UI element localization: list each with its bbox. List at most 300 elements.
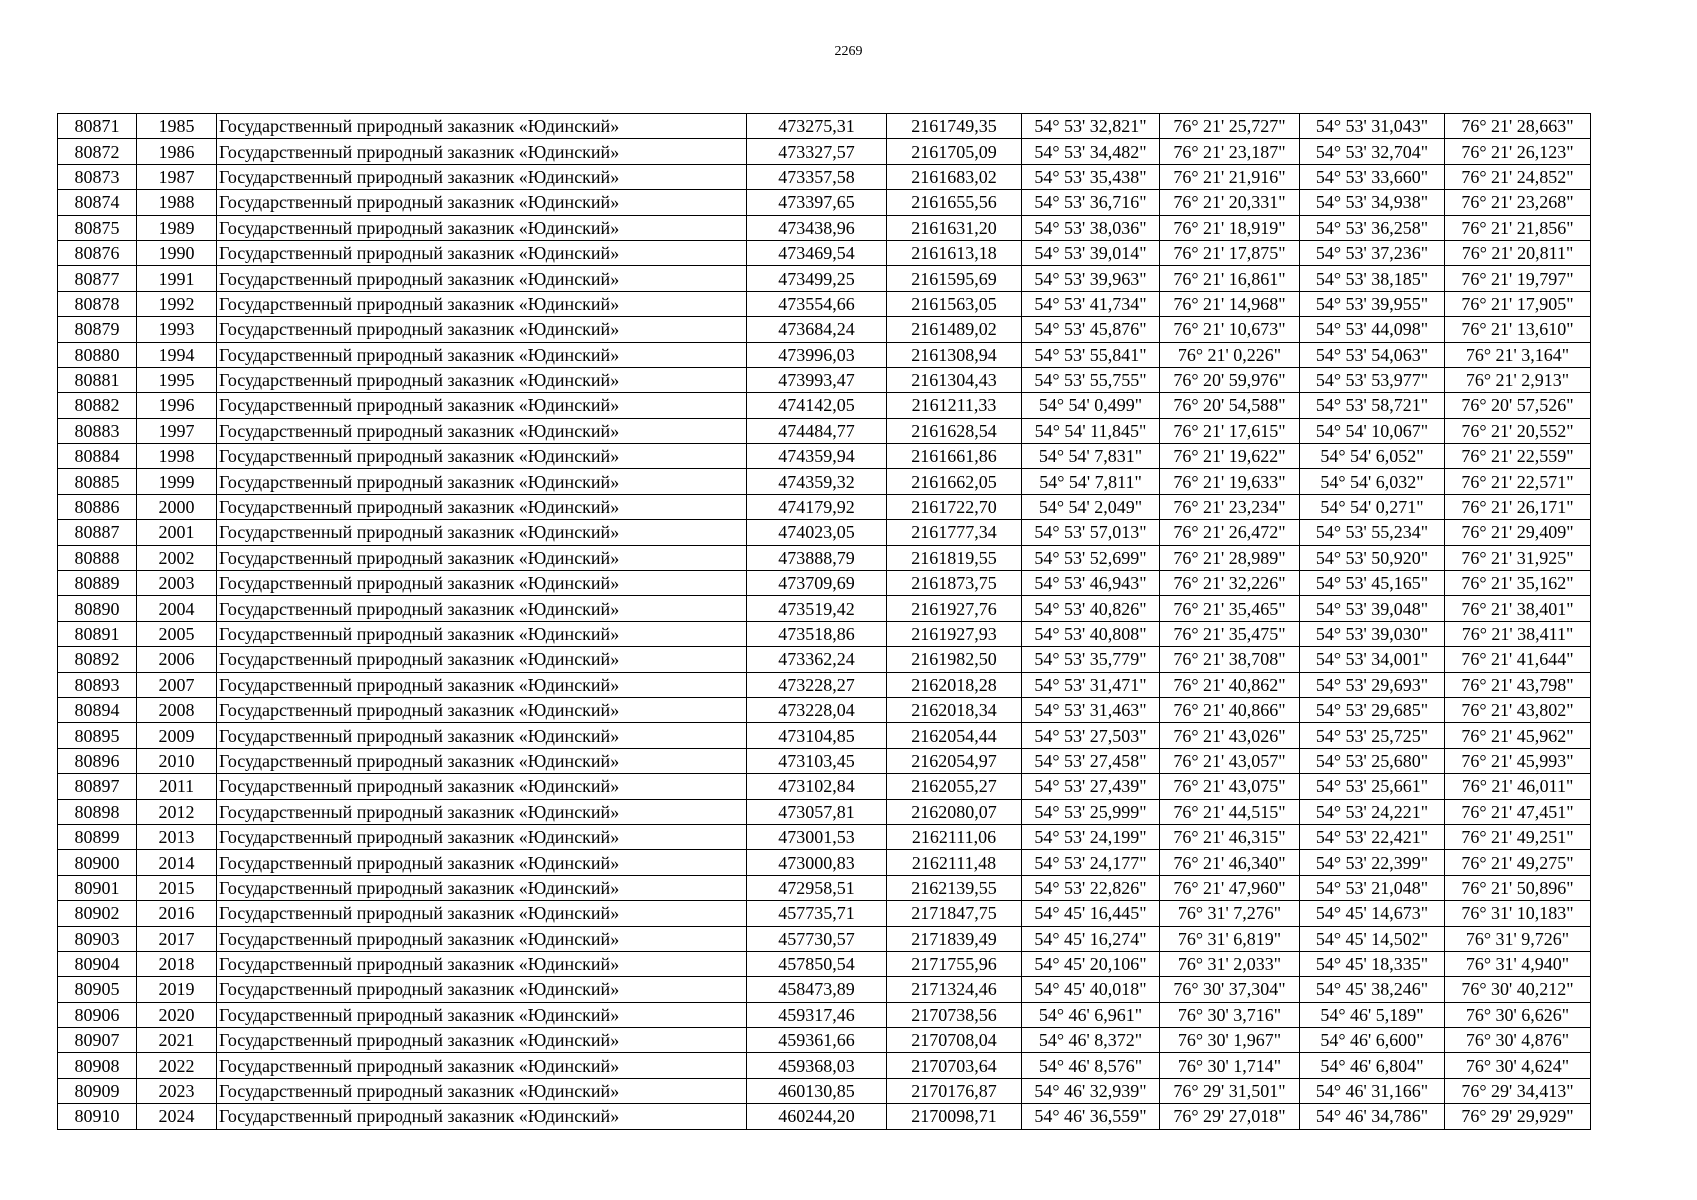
row-number-cell: 80877 [58, 266, 137, 291]
y-coordinate-cell: 2162111,48 [887, 850, 1022, 875]
longitude-1-cell: 76° 21' 44,515" [1160, 799, 1300, 824]
point-number-cell: 2015 [137, 875, 217, 900]
table-body [58, 114, 1591, 1130]
longitude-1-cell: 76° 21' 17,875" [1160, 240, 1300, 265]
longitude-2-cell: 76° 21' 28,663" [1445, 114, 1591, 139]
latitude-1-cell: 54° 53' 34,482" [1022, 139, 1160, 164]
latitude-1-cell: 54° 53' 40,808" [1022, 621, 1160, 646]
longitude-1-cell: 76° 21' 43,026" [1160, 723, 1300, 748]
row-number-cell: 80902 [58, 901, 137, 926]
longitude-1-cell: 76° 21' 40,862" [1160, 672, 1300, 697]
longitude-2-cell: 76° 21' 49,251" [1445, 824, 1591, 849]
y-coordinate-cell: 2170703,64 [887, 1053, 1022, 1078]
table-row [58, 190, 1591, 215]
latitude-2-cell: 54° 46' 34,786" [1300, 1104, 1445, 1129]
y-coordinate-cell: 2161927,93 [887, 621, 1022, 646]
longitude-2-cell: 76° 21' 31,925" [1445, 545, 1591, 570]
x-coordinate-cell: 460130,85 [747, 1078, 887, 1103]
latitude-1-cell: 54° 53' 27,503" [1022, 723, 1160, 748]
longitude-1-cell: 76° 21' 20,331" [1160, 190, 1300, 215]
longitude-2-cell: 76° 21' 35,162" [1445, 571, 1591, 596]
longitude-2-cell: 76° 21' 20,552" [1445, 418, 1591, 443]
point-number-cell: 2009 [137, 723, 217, 748]
point-number-cell: 2003 [137, 571, 217, 596]
latitude-2-cell: 54° 53' 39,955" [1300, 291, 1445, 316]
x-coordinate-cell: 473888,79 [747, 545, 887, 570]
latitude-1-cell: 54° 53' 27,439" [1022, 774, 1160, 799]
table-row [58, 596, 1591, 621]
row-number-cell: 80903 [58, 926, 137, 951]
latitude-2-cell: 54° 53' 25,680" [1300, 748, 1445, 773]
row-number-cell: 80881 [58, 367, 137, 392]
row-number-cell: 80885 [58, 469, 137, 494]
longitude-2-cell: 76° 21' 20,811" [1445, 240, 1591, 265]
name-cell: Государственный природный заказник «Юдинский» [217, 571, 747, 596]
name-cell: Государственный природный заказник «Юдинский» [217, 672, 747, 697]
name-cell: Государственный природный заказник «Юдинский» [217, 520, 747, 545]
latitude-2-cell: 54° 45' 14,502" [1300, 926, 1445, 951]
x-coordinate-cell: 473104,85 [747, 723, 887, 748]
y-coordinate-cell: 2161628,54 [887, 418, 1022, 443]
table-row [58, 494, 1591, 519]
latitude-1-cell: 54° 54' 11,845" [1022, 418, 1160, 443]
y-coordinate-cell: 2161873,75 [887, 571, 1022, 596]
longitude-2-cell: 76° 30' 4,876" [1445, 1028, 1591, 1053]
longitude-1-cell: 76° 21' 17,615" [1160, 418, 1300, 443]
longitude-2-cell: 76° 21' 49,275" [1445, 850, 1591, 875]
name-cell: Государственный природный заказник «Юдинский» [217, 697, 747, 722]
x-coordinate-cell: 474359,32 [747, 469, 887, 494]
name-cell: Государственный природный заказник «Юдинский» [217, 824, 747, 849]
row-number-cell: 80890 [58, 596, 137, 621]
y-coordinate-cell: 2161304,43 [887, 367, 1022, 392]
point-number-cell: 1990 [137, 240, 217, 265]
latitude-1-cell: 54° 45' 40,018" [1022, 977, 1160, 1002]
longitude-1-cell: 76° 29' 27,018" [1160, 1104, 1300, 1129]
latitude-2-cell: 54° 53' 24,221" [1300, 799, 1445, 824]
x-coordinate-cell: 459361,66 [747, 1028, 887, 1053]
latitude-1-cell: 54° 53' 32,821" [1022, 114, 1160, 139]
name-cell: Государственный природный заказник «Юдинский» [217, 647, 747, 672]
longitude-1-cell: 76° 21' 14,968" [1160, 291, 1300, 316]
table-row [58, 520, 1591, 545]
point-number-cell: 2021 [137, 1028, 217, 1053]
latitude-2-cell: 54° 45' 14,673" [1300, 901, 1445, 926]
latitude-2-cell: 54° 46' 5,189" [1300, 1002, 1445, 1027]
name-cell: Государственный природный заказник «Юдинский» [217, 1053, 747, 1078]
table-row [58, 977, 1591, 1002]
x-coordinate-cell: 473438,96 [747, 215, 887, 240]
point-number-cell: 2000 [137, 494, 217, 519]
name-cell: Государственный природный заказник «Юдинский» [217, 799, 747, 824]
table-row [58, 317, 1591, 342]
x-coordinate-cell: 473518,86 [747, 621, 887, 646]
name-cell: Государственный природный заказник «Юдинский» [217, 723, 747, 748]
point-number-cell: 2011 [137, 774, 217, 799]
y-coordinate-cell: 2161211,33 [887, 393, 1022, 418]
longitude-2-cell: 76° 29' 34,413" [1445, 1078, 1591, 1103]
longitude-2-cell: 76° 21' 17,905" [1445, 291, 1591, 316]
point-number-cell: 1996 [137, 393, 217, 418]
latitude-2-cell: 54° 46' 6,804" [1300, 1053, 1445, 1078]
table-row [58, 1002, 1591, 1027]
x-coordinate-cell: 474359,94 [747, 444, 887, 469]
latitude-2-cell: 54° 53' 38,185" [1300, 266, 1445, 291]
x-coordinate-cell: 473057,81 [747, 799, 887, 824]
longitude-2-cell: 76° 30' 6,626" [1445, 1002, 1591, 1027]
latitude-1-cell: 54° 53' 27,458" [1022, 748, 1160, 773]
x-coordinate-cell: 473103,45 [747, 748, 887, 773]
latitude-1-cell: 54° 46' 6,961" [1022, 1002, 1160, 1027]
latitude-2-cell: 54° 53' 29,685" [1300, 697, 1445, 722]
point-number-cell: 2023 [137, 1078, 217, 1103]
longitude-2-cell: 76° 21' 19,797" [1445, 266, 1591, 291]
name-cell: Государственный природный заказник «Юдинский» [217, 190, 747, 215]
latitude-1-cell: 54° 45' 20,106" [1022, 951, 1160, 976]
row-number-cell: 80909 [58, 1078, 137, 1103]
latitude-1-cell: 54° 54' 0,499" [1022, 393, 1160, 418]
longitude-2-cell: 76° 21' 13,610" [1445, 317, 1591, 342]
x-coordinate-cell: 473228,04 [747, 697, 887, 722]
longitude-1-cell: 76° 21' 25,727" [1160, 114, 1300, 139]
y-coordinate-cell: 2171847,75 [887, 901, 1022, 926]
latitude-1-cell: 54° 53' 24,199" [1022, 824, 1160, 849]
latitude-2-cell: 54° 53' 34,938" [1300, 190, 1445, 215]
latitude-2-cell: 54° 53' 22,421" [1300, 824, 1445, 849]
latitude-1-cell: 54° 53' 35,779" [1022, 647, 1160, 672]
name-cell: Государственный природный заказник «Юдинский» [217, 317, 747, 342]
point-number-cell: 2012 [137, 799, 217, 824]
y-coordinate-cell: 2171324,46 [887, 977, 1022, 1002]
y-coordinate-cell: 2161777,34 [887, 520, 1022, 545]
table-row [58, 114, 1591, 139]
longitude-1-cell: 76° 30' 1,967" [1160, 1028, 1300, 1053]
latitude-2-cell: 54° 53' 29,693" [1300, 672, 1445, 697]
longitude-1-cell: 76° 20' 59,976" [1160, 367, 1300, 392]
table-row [58, 444, 1591, 469]
x-coordinate-cell: 459317,46 [747, 1002, 887, 1027]
row-number-cell: 80888 [58, 545, 137, 570]
latitude-1-cell: 54° 53' 45,876" [1022, 317, 1160, 342]
name-cell: Государственный природный заказник «Юдинский» [217, 342, 747, 367]
x-coordinate-cell: 474179,92 [747, 494, 887, 519]
table-row [58, 1104, 1591, 1129]
row-number-cell: 80882 [58, 393, 137, 418]
point-number-cell: 1994 [137, 342, 217, 367]
latitude-2-cell: 54° 54' 6,032" [1300, 469, 1445, 494]
y-coordinate-cell: 2170176,87 [887, 1078, 1022, 1103]
longitude-1-cell: 76° 21' 16,861" [1160, 266, 1300, 291]
x-coordinate-cell: 473275,31 [747, 114, 887, 139]
longitude-2-cell: 76° 21' 45,962" [1445, 723, 1591, 748]
latitude-2-cell: 54° 54' 0,271" [1300, 494, 1445, 519]
y-coordinate-cell: 2171839,49 [887, 926, 1022, 951]
x-coordinate-cell: 473001,53 [747, 824, 887, 849]
latitude-2-cell: 54° 46' 31,166" [1300, 1078, 1445, 1103]
x-coordinate-cell: 474142,05 [747, 393, 887, 418]
point-number-cell: 1998 [137, 444, 217, 469]
row-number-cell: 80879 [58, 317, 137, 342]
point-number-cell: 2022 [137, 1053, 217, 1078]
latitude-2-cell: 54° 53' 58,721" [1300, 393, 1445, 418]
latitude-1-cell: 54° 54' 2,049" [1022, 494, 1160, 519]
longitude-1-cell: 76° 20' 54,588" [1160, 393, 1300, 418]
longitude-1-cell: 76° 31' 2,033" [1160, 951, 1300, 976]
name-cell: Государственный природный заказник «Юдинский» [217, 139, 747, 164]
latitude-2-cell: 54° 53' 54,063" [1300, 342, 1445, 367]
latitude-1-cell: 54° 53' 41,734" [1022, 291, 1160, 316]
table-row [58, 418, 1591, 443]
row-number-cell: 80874 [58, 190, 137, 215]
longitude-1-cell: 76° 21' 46,315" [1160, 824, 1300, 849]
longitude-2-cell: 76° 21' 46,011" [1445, 774, 1591, 799]
y-coordinate-cell: 2161722,70 [887, 494, 1022, 519]
longitude-1-cell: 76° 30' 1,714" [1160, 1053, 1300, 1078]
point-number-cell: 1988 [137, 190, 217, 215]
name-cell: Государственный природный заказник «Юдинский» [217, 418, 747, 443]
table-row [58, 621, 1591, 646]
longitude-2-cell: 76° 29' 29,929" [1445, 1104, 1591, 1129]
y-coordinate-cell: 2161489,02 [887, 317, 1022, 342]
table-row [58, 875, 1591, 900]
y-coordinate-cell: 2161749,35 [887, 114, 1022, 139]
x-coordinate-cell: 473357,58 [747, 164, 887, 189]
row-number-cell: 80905 [58, 977, 137, 1002]
point-number-cell: 2006 [137, 647, 217, 672]
row-number-cell: 80904 [58, 951, 137, 976]
x-coordinate-cell: 472958,51 [747, 875, 887, 900]
name-cell: Государственный природный заказник «Юдинский» [217, 951, 747, 976]
table-row [58, 926, 1591, 951]
longitude-2-cell: 76° 31' 10,183" [1445, 901, 1591, 926]
point-number-cell: 1989 [137, 215, 217, 240]
latitude-2-cell: 54° 45' 18,335" [1300, 951, 1445, 976]
latitude-2-cell: 54° 53' 36,258" [1300, 215, 1445, 240]
row-number-cell: 80884 [58, 444, 137, 469]
latitude-2-cell: 54° 53' 39,048" [1300, 596, 1445, 621]
y-coordinate-cell: 2162080,07 [887, 799, 1022, 824]
longitude-1-cell: 76° 21' 0,226" [1160, 342, 1300, 367]
latitude-1-cell: 54° 46' 8,576" [1022, 1053, 1160, 1078]
latitude-2-cell: 54° 53' 50,920" [1300, 545, 1445, 570]
table-row [58, 367, 1591, 392]
row-number-cell: 80897 [58, 774, 137, 799]
row-number-cell: 80894 [58, 697, 137, 722]
longitude-2-cell: 76° 21' 22,559" [1445, 444, 1591, 469]
name-cell: Государственный природный заказник «Юдинский» [217, 444, 747, 469]
table-row [58, 1078, 1591, 1103]
longitude-2-cell: 76° 21' 41,644" [1445, 647, 1591, 672]
longitude-1-cell: 76° 21' 18,919" [1160, 215, 1300, 240]
latitude-1-cell: 54° 53' 25,999" [1022, 799, 1160, 824]
row-number-cell: 80906 [58, 1002, 137, 1027]
latitude-2-cell: 54° 54' 6,052" [1300, 444, 1445, 469]
longitude-2-cell: 76° 21' 2,913" [1445, 367, 1591, 392]
table-row [58, 799, 1591, 824]
latitude-2-cell: 54° 54' 10,067" [1300, 418, 1445, 443]
table-row [58, 571, 1591, 596]
x-coordinate-cell: 473684,24 [747, 317, 887, 342]
point-number-cell: 1992 [137, 291, 217, 316]
latitude-2-cell: 54° 53' 25,725" [1300, 723, 1445, 748]
longitude-1-cell: 76° 21' 23,187" [1160, 139, 1300, 164]
name-cell: Государственный природный заказник «Юдинский» [217, 367, 747, 392]
y-coordinate-cell: 2161655,56 [887, 190, 1022, 215]
latitude-1-cell: 54° 53' 22,826" [1022, 875, 1160, 900]
longitude-1-cell: 76° 21' 23,234" [1160, 494, 1300, 519]
table-row [58, 1028, 1591, 1053]
row-number-cell: 80901 [58, 875, 137, 900]
x-coordinate-cell: 457730,57 [747, 926, 887, 951]
point-number-cell: 2020 [137, 1002, 217, 1027]
row-number-cell: 80871 [58, 114, 137, 139]
x-coordinate-cell: 473996,03 [747, 342, 887, 367]
name-cell: Государственный природный заказник «Юдинский» [217, 1028, 747, 1053]
latitude-2-cell: 54° 53' 21,048" [1300, 875, 1445, 900]
x-coordinate-cell: 457735,71 [747, 901, 887, 926]
latitude-1-cell: 54° 53' 55,755" [1022, 367, 1160, 392]
longitude-1-cell: 76° 31' 6,819" [1160, 926, 1300, 951]
y-coordinate-cell: 2161631,20 [887, 215, 1022, 240]
table-row [58, 291, 1591, 316]
longitude-1-cell: 76° 31' 7,276" [1160, 901, 1300, 926]
longitude-1-cell: 76° 21' 35,465" [1160, 596, 1300, 621]
longitude-2-cell: 76° 20' 57,526" [1445, 393, 1591, 418]
longitude-1-cell: 76° 21' 40,866" [1160, 697, 1300, 722]
table-row [58, 215, 1591, 240]
longitude-1-cell: 76° 21' 43,075" [1160, 774, 1300, 799]
x-coordinate-cell: 473519,42 [747, 596, 887, 621]
longitude-1-cell: 76° 21' 38,708" [1160, 647, 1300, 672]
x-coordinate-cell: 460244,20 [747, 1104, 887, 1129]
table-row [58, 393, 1591, 418]
latitude-1-cell: 54° 53' 31,471" [1022, 672, 1160, 697]
y-coordinate-cell: 2162018,34 [887, 697, 1022, 722]
longitude-2-cell: 76° 21' 29,409" [1445, 520, 1591, 545]
y-coordinate-cell: 2161595,69 [887, 266, 1022, 291]
table-row [58, 1053, 1591, 1078]
x-coordinate-cell: 473554,66 [747, 291, 887, 316]
longitude-2-cell: 76° 21' 3,164" [1445, 342, 1591, 367]
table-row [58, 951, 1591, 976]
table-row [58, 824, 1591, 849]
x-coordinate-cell: 473228,27 [747, 672, 887, 697]
row-number-cell: 80880 [58, 342, 137, 367]
latitude-2-cell: 54° 53' 44,098" [1300, 317, 1445, 342]
point-number-cell: 2018 [137, 951, 217, 976]
point-number-cell: 2008 [137, 697, 217, 722]
point-number-cell: 2007 [137, 672, 217, 697]
point-number-cell: 2019 [137, 977, 217, 1002]
x-coordinate-cell: 473362,24 [747, 647, 887, 672]
table-row [58, 164, 1591, 189]
x-coordinate-cell: 457850,54 [747, 951, 887, 976]
y-coordinate-cell: 2161819,55 [887, 545, 1022, 570]
x-coordinate-cell: 473499,25 [747, 266, 887, 291]
x-coordinate-cell: 473000,83 [747, 850, 887, 875]
x-coordinate-cell: 473397,65 [747, 190, 887, 215]
table-row [58, 697, 1591, 722]
row-number-cell: 80891 [58, 621, 137, 646]
name-cell: Государственный природный заказник «Юдинский» [217, 596, 747, 621]
x-coordinate-cell: 473469,54 [747, 240, 887, 265]
latitude-2-cell: 54° 46' 6,600" [1300, 1028, 1445, 1053]
longitude-2-cell: 76° 21' 24,852" [1445, 164, 1591, 189]
row-number-cell: 80907 [58, 1028, 137, 1053]
latitude-1-cell: 54° 53' 55,841" [1022, 342, 1160, 367]
table-row [58, 850, 1591, 875]
row-number-cell: 80889 [58, 571, 137, 596]
x-coordinate-cell: 474484,77 [747, 418, 887, 443]
name-cell: Государственный природный заказник «Юдинский» [217, 875, 747, 900]
point-number-cell: 1987 [137, 164, 217, 189]
latitude-1-cell: 54° 53' 24,177" [1022, 850, 1160, 875]
longitude-2-cell: 76° 21' 38,401" [1445, 596, 1591, 621]
page-number: 2269 [834, 44, 863, 59]
y-coordinate-cell: 2161705,09 [887, 139, 1022, 164]
longitude-1-cell: 76° 21' 46,340" [1160, 850, 1300, 875]
row-number-cell: 80896 [58, 748, 137, 773]
row-number-cell: 80899 [58, 824, 137, 849]
y-coordinate-cell: 2162054,97 [887, 748, 1022, 773]
latitude-1-cell: 54° 54' 7,811" [1022, 469, 1160, 494]
point-number-cell: 1991 [137, 266, 217, 291]
table-row [58, 266, 1591, 291]
latitude-1-cell: 54° 53' 46,943" [1022, 571, 1160, 596]
name-cell: Государственный природный заказник «Юдинский» [217, 621, 747, 646]
point-number-cell: 2004 [137, 596, 217, 621]
y-coordinate-cell: 2162018,28 [887, 672, 1022, 697]
longitude-2-cell: 76° 31' 4,940" [1445, 951, 1591, 976]
x-coordinate-cell: 473102,84 [747, 774, 887, 799]
longitude-2-cell: 76° 21' 45,993" [1445, 748, 1591, 773]
name-cell: Государственный природный заказник «Юдинский» [217, 545, 747, 570]
x-coordinate-cell: 473993,47 [747, 367, 887, 392]
x-coordinate-cell: 473327,57 [747, 139, 887, 164]
latitude-1-cell: 54° 53' 52,699" [1022, 545, 1160, 570]
longitude-2-cell: 76° 21' 22,571" [1445, 469, 1591, 494]
point-number-cell: 1985 [137, 114, 217, 139]
latitude-1-cell: 54° 46' 36,559" [1022, 1104, 1160, 1129]
latitude-2-cell: 54° 53' 22,399" [1300, 850, 1445, 875]
longitude-2-cell: 76° 30' 4,624" [1445, 1053, 1591, 1078]
y-coordinate-cell: 2162139,55 [887, 875, 1022, 900]
latitude-1-cell: 54° 45' 16,445" [1022, 901, 1160, 926]
latitude-1-cell: 54° 53' 57,013" [1022, 520, 1160, 545]
row-number-cell: 80887 [58, 520, 137, 545]
longitude-1-cell: 76° 21' 26,472" [1160, 520, 1300, 545]
latitude-1-cell: 54° 54' 7,831" [1022, 444, 1160, 469]
point-number-cell: 2024 [137, 1104, 217, 1129]
row-number-cell: 80876 [58, 240, 137, 265]
latitude-2-cell: 54° 53' 32,704" [1300, 139, 1445, 164]
point-number-cell: 1993 [137, 317, 217, 342]
x-coordinate-cell: 459368,03 [747, 1053, 887, 1078]
coordinates-table [57, 113, 1591, 1130]
longitude-1-cell: 76° 21' 28,989" [1160, 545, 1300, 570]
name-cell: Государственный природный заказник «Юдинский» [217, 494, 747, 519]
latitude-1-cell: 54° 46' 32,939" [1022, 1078, 1160, 1103]
latitude-2-cell: 54° 53' 31,043" [1300, 114, 1445, 139]
name-cell: Государственный природный заказник «Юдинский» [217, 393, 747, 418]
latitude-2-cell: 54° 45' 38,246" [1300, 977, 1445, 1002]
latitude-2-cell: 54° 53' 45,165" [1300, 571, 1445, 596]
latitude-1-cell: 54° 53' 35,438" [1022, 164, 1160, 189]
longitude-1-cell: 76° 21' 35,475" [1160, 621, 1300, 646]
longitude-1-cell: 76° 30' 3,716" [1160, 1002, 1300, 1027]
name-cell: Государственный природный заказник «Юдинский» [217, 850, 747, 875]
y-coordinate-cell: 2161563,05 [887, 291, 1022, 316]
